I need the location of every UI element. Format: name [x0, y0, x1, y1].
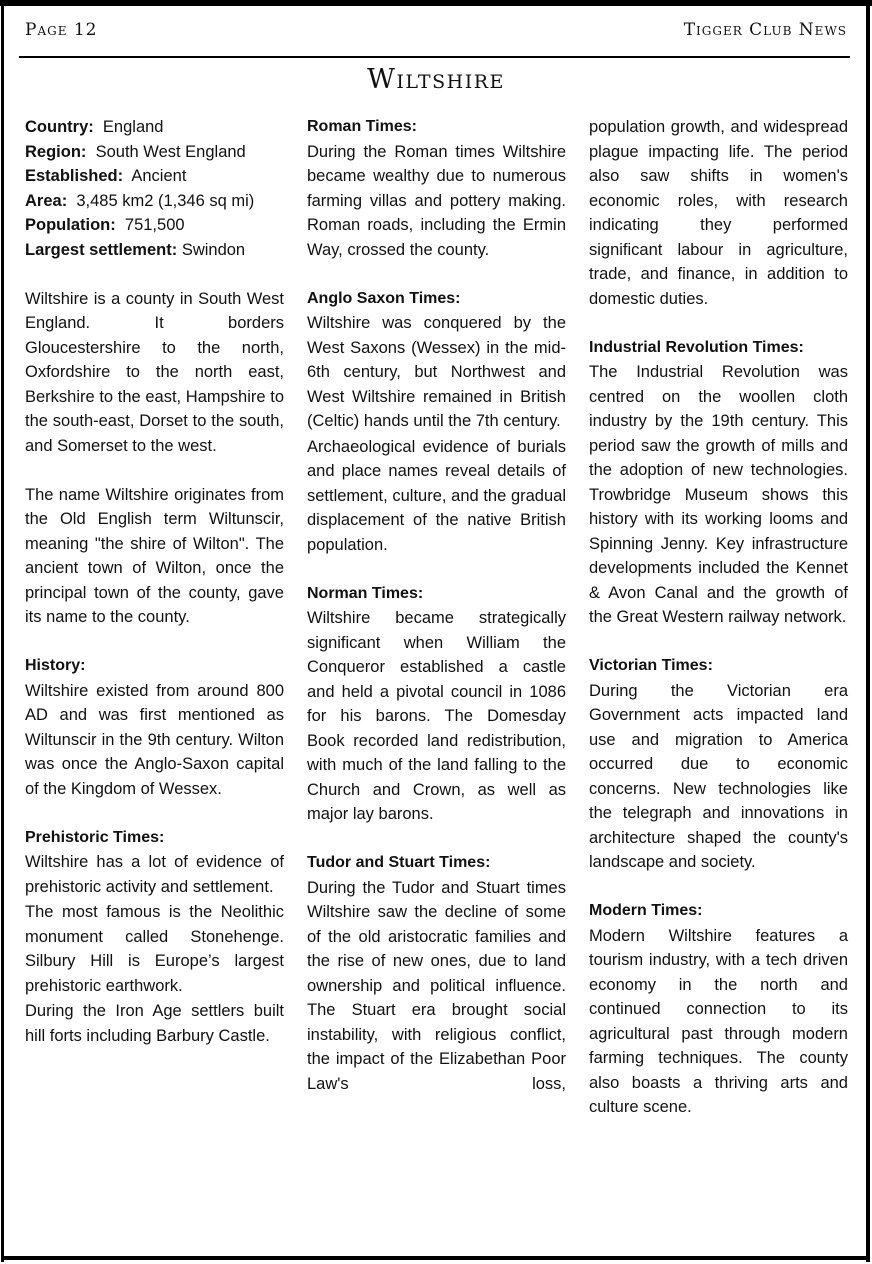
section-paragraph: During the Victorian era Government acts impacted land use and migration to America occurred due to economic concerns. New technologies like the telegraph and innovations in architecture shaped the county's landscape and society. — [589, 681, 848, 871]
section-paragraph: Wiltshire became strategically significant when William the Conqueror established a castle and held a pivotal council in 1086 for his barons. The Domesday Book recorded land redistribution, with much of the land falling to the Church and Crown, as well as major lay barons. — [307, 609, 566, 823]
column-3 — [589, 115, 848, 1120]
section-paragraph: Archaeological evidence of burials and place names reveal details of settlement, culture, and the gradual displacement of the native British population. — [307, 437, 566, 554]
fact-country: Country: England — [25, 118, 164, 136]
section-paragraph: Modern Wiltshire features a tourism industry, with a tech driven economy in the north and continued connection to its agricultural past through modern farming techniques. The county also boasts a thriving arts and culture scene. — [589, 926, 848, 1116]
section-heading-tudor-stuart: Tudor and Stuart Times: — [307, 854, 491, 871]
section-paragraph: Wiltshire existed from around 800 AD and was first mentioned as Wiltunscir in the 9th century. Wilton was once the Anglo-Saxon capital of the Kingdom of Wessex. — [25, 681, 284, 798]
section-paragraph: The most famous is the Neolithic monument called Stonehenge. Silbury Hill is Europe’s largest prehistoric earthwork. — [25, 903, 284, 995]
section-paragraph: During the Roman times Wiltshire became wealthy due to numerous farming villas and pottery making. Roman roads, including the Ermin Way, crossed the county. — [307, 142, 566, 259]
fact-population: Population: 751,500 — [25, 216, 185, 234]
section-heading-modern: Modern Times: — [589, 902, 703, 919]
intro-paragraph: The name Wiltshire originates from the Old English term Wiltunscir, meaning "the shire of Wilton". The ancient town of Wilton, once the principal town of the county, gave its name to the county. — [25, 485, 284, 626]
column-1 — [25, 115, 284, 1048]
publication-name: Tigger Club News — [683, 20, 847, 40]
article-title: Wiltshire — [367, 64, 505, 95]
section-heading-prehistoric: Prehistoric Times: — [25, 828, 165, 846]
section-heading-victorian: Victorian Times: — [589, 657, 713, 674]
section-paragraph: During the Tudor and Stuart times Wiltshire saw the decline of some of the old aristocratic families and the rise of new ones, due to land ownership and political influence. The Stuart era brought social instability, with religious conflict, the impact of the Elizabethan Poor Law's loss, — [307, 878, 566, 1093]
section-heading-anglo-saxon: Anglo Saxon Times: — [307, 289, 461, 307]
section-paragraph: The Industrial Revolution was centred on the woollen cloth industry by the 19th century. This period saw the growth of mills and the adoption of new technologies. Trowbridge Museum shows this history with its working looms and Spinning Jenny. Key infrastructure developments included the Kennet & Avon Canal and the growth of the Great Western railway network. — [589, 363, 848, 626]
page-border-left — [1, 0, 4, 1262]
page-border-right — [866, 0, 870, 1262]
section-paragraph: During the Iron Age settlers built hill forts including Barbury Castle. — [25, 1002, 284, 1045]
page-border-top — [0, 0, 872, 6]
fact-established: Established: Ancient — [25, 167, 187, 185]
fact-largest-settlement: Largest settlement: Swindon — [25, 240, 246, 259]
running-header — [25, 20, 847, 46]
section-heading-roman: Roman Times: — [307, 118, 417, 135]
section-heading-industrial: Industrial Revolution Times: — [589, 338, 804, 356]
section-heading-history: History: — [25, 657, 86, 674]
section-paragraph-continued: population growth, and widespread plague impacting life. The period also saw shifts in women's economic roles, with research indicating they performed significant labour in agriculture, trade, and finance, in addition to domestic duties. — [589, 118, 848, 308]
section-paragraph: Wiltshire was conquered by the West Saxons (Wessex) in the mid-6th century, but Northwest and West Wiltshire remained in British (Celtic) hands until the 7th century. — [307, 314, 566, 430]
page-border-bottom — [1, 1256, 870, 1260]
fact-region: Region: South West England — [25, 142, 246, 161]
fact-box — [25, 115, 284, 262]
section-paragraph: Wiltshire has a lot of evidence of prehistoric activity and settlement. — [25, 853, 284, 896]
header-divider — [19, 56, 850, 58]
fact-area: Area: 3,485 km2 (1,346 sq mi) — [25, 191, 255, 210]
column-2 — [307, 115, 566, 1096]
section-heading-norman: Norman Times: — [307, 584, 424, 602]
intro-paragraph: Wiltshire is a county in South West England. It borders Gloucestershire to the north, Oxfordshire to the north east, Berkshire to the east, Hampshire to the south-east, Dorset to the south, and Somerset to the west. — [25, 289, 284, 455]
page-number: Page 12 — [25, 20, 98, 40]
